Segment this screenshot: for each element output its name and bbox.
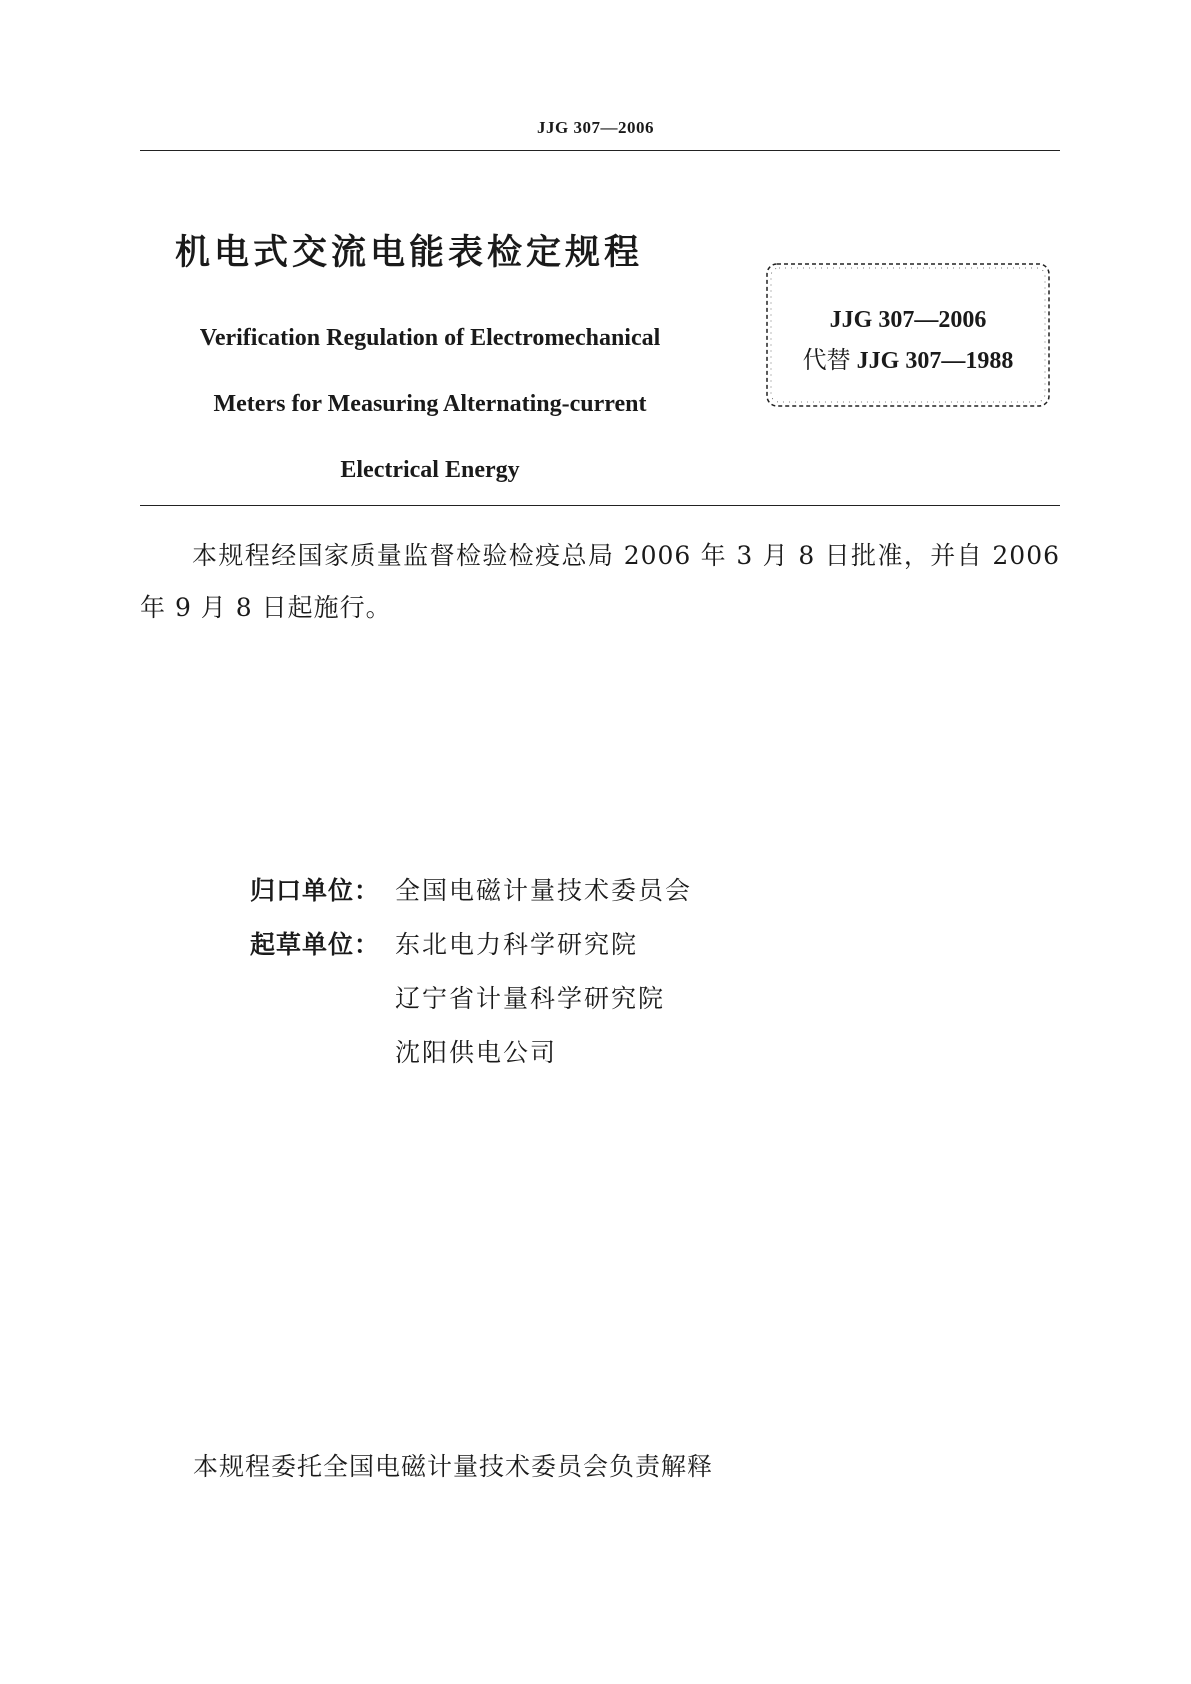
drafting-unit-row xyxy=(250,1024,692,1078)
title-chinese: 机电式交流电能表检定规程 xyxy=(175,233,644,273)
standard-number: JJG 307—2006 xyxy=(829,307,987,333)
drafting-unit-row xyxy=(250,970,692,1024)
drafting-unit-value-2: 辽宁省计量科学研究院 xyxy=(395,984,666,1013)
replaces-prefix: 代替 xyxy=(802,346,851,374)
responsible-unit-value: 全国电磁计量技术委员会 xyxy=(395,876,693,905)
drafting-unit-row xyxy=(250,916,692,970)
title-rule xyxy=(140,505,1060,506)
replaces-line xyxy=(763,340,1053,381)
title-english-line-2: Meters for Measuring Alternating-current xyxy=(213,391,647,417)
interpretation-note: 本规程委托全国电磁计量技术委员会负责解释 xyxy=(193,1452,714,1481)
drafting-unit-label: 起草单位： xyxy=(250,930,381,959)
drafting-unit-value-1: 东北电力科学研究院 xyxy=(395,930,639,959)
responsible-unit-row xyxy=(250,862,692,916)
title-english-line-3: Electrical Energy xyxy=(340,457,520,483)
drafting-unit-value-3: 沈阳供电公司 xyxy=(395,1038,558,1067)
title-english-line-1: Verification Regulation of Electromechanical xyxy=(199,325,661,351)
header-rule xyxy=(140,150,1060,151)
replaced-number: JJG 307—1988 xyxy=(856,348,1014,374)
title-english xyxy=(150,305,710,503)
approval-paragraph: 本规程经国家质量监督检验检疫总局 2006 年 3 月 8 日批准，并自 2006 年 9 月 8 日起施行。 xyxy=(140,541,1060,622)
responsible-unit-label: 归口单位： xyxy=(250,876,381,905)
standard-code-box xyxy=(763,260,1053,410)
organizations-block xyxy=(250,862,692,1078)
header-standard-code: JJG 307—2006 xyxy=(537,118,654,137)
